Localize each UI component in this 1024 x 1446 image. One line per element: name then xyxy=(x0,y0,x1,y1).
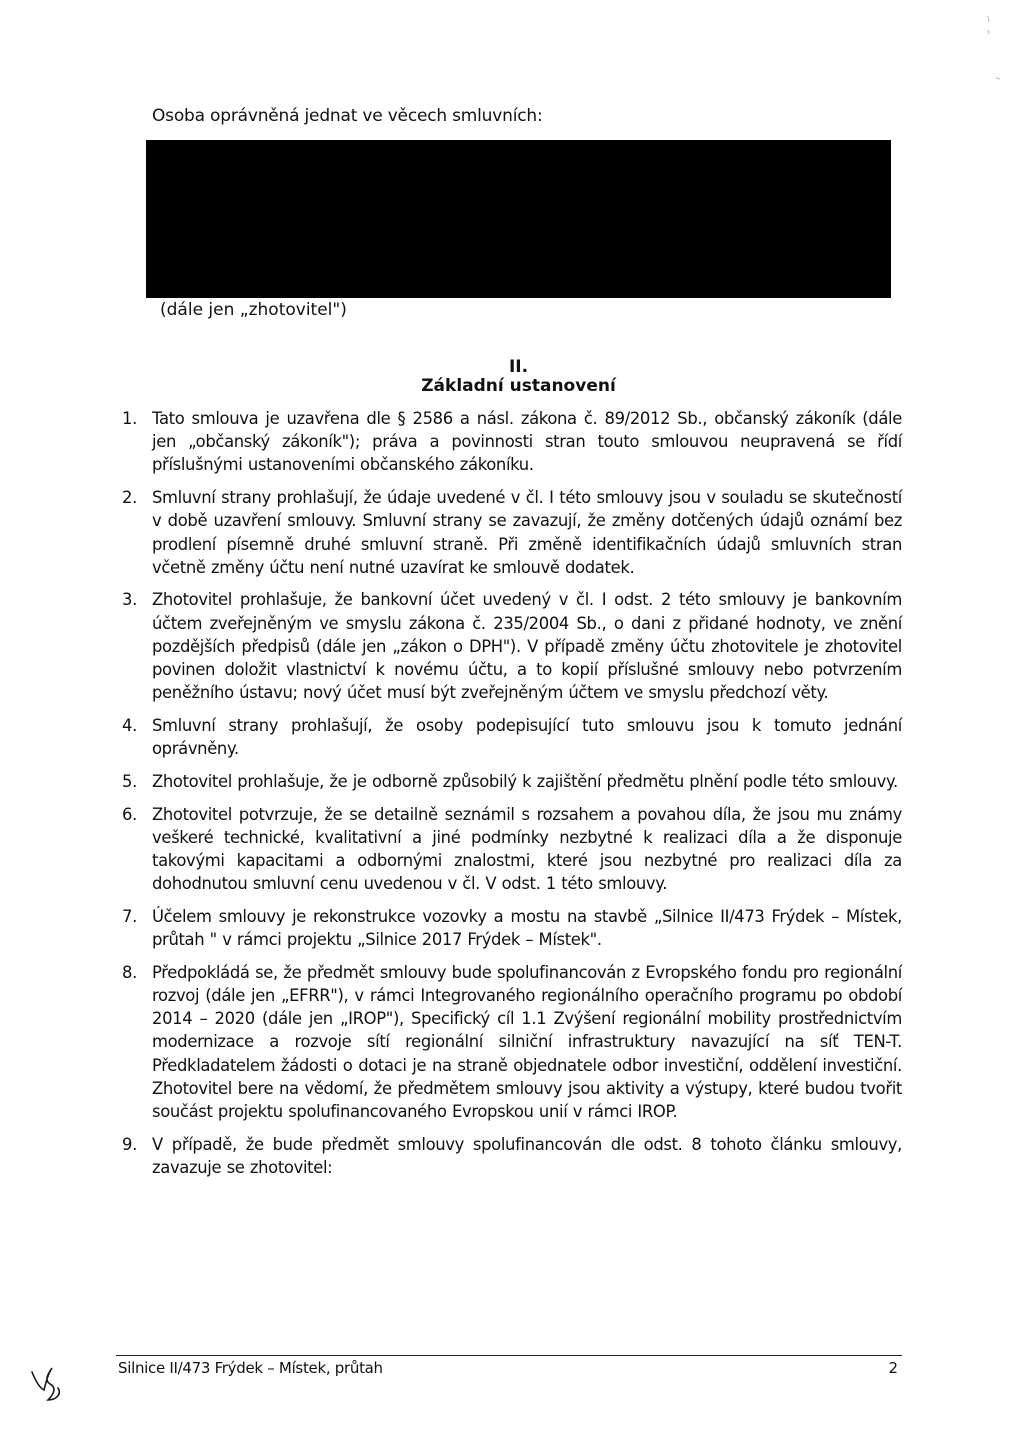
list-item xyxy=(116,961,902,1123)
item-text: Smluvní strany prohlašují, že údaje uvedené v čl. I této smlouvy jsou v souladu se skutečností v době uzavření smlouvy. Smluvní strany se zavazují, že změny dotčených údajů oznámí bez prodlení písemně druhé smluvní straně. Při změně identifikačních údajů smluvních stran včetně změny účtu není nutné uzavírat ke smlouvě dodatek. xyxy=(152,488,902,577)
list-item xyxy=(116,714,902,760)
scan-mark xyxy=(986,12,1006,96)
item-text: Zhotovitel prohlašuje, že je odborně způsobilý k zajištění předmětu plnění podle této smlouvy. xyxy=(152,771,898,791)
item-text: Zhotovitel prohlašuje, že bankovní účet uvedený v čl. I odst. 2 této smlouvy je bankovním účtem zveřejněným ve smyslu zákona č. 235/2004 Sb., o dani z přidané hodnoty, ve znění pozdějších předpisů (dále jen „zákon o DPH"). V případě změny účtu zhotovitele je zhotovitel povinen doložit vlastnictví k novému účtu, a to kopií příslušné smlouvy nebo potvrzením peněžního ústavu; nový účet musí být zveřejněným účtem ve smyslu předchozí věty. xyxy=(152,590,902,703)
item-number: 9. xyxy=(122,1134,137,1154)
provisions-list xyxy=(116,407,902,1189)
list-item xyxy=(116,905,902,951)
item-number: 2. xyxy=(122,488,137,508)
item-text: V případě, že bude předmět smlouvy spolufinancován dle odst. 8 tohoto článku smlouvy, zavazuje se zhotovitel: xyxy=(152,1134,902,1177)
item-text: Předpokládá se, že předmět smlouvy bude spolufinancován z Evropského fondu pro regionální rozvoj (dále jen „EFRR"), v rámci Integrovaného regionálního operačního programu po období 2014 – 2020 (dále jen „IROP"), Specifický cíl 1.1 Zvýšení regionální mobility prostřednictvím modernizace a rozvoje sítí regionální silniční infrastruktury navazující na síť TEN-T. Předkladatelem žádosti o dotaci je na straně objednatele odbor investiční, oddělení investiční. Zhotovitel bere na vědomí, že předmětem smlouvy jsou aktivity a výstupy, které budou tvořit součást projektu spolufinancovaného Evropskou unií v rámci IROP. xyxy=(152,962,902,1121)
item-number: 7. xyxy=(122,906,137,926)
redaction-block xyxy=(146,140,891,298)
item-number: 1. xyxy=(122,409,137,428)
section-number: II. xyxy=(508,357,529,377)
list-item xyxy=(116,803,902,896)
section-title: Základní ustanovení xyxy=(421,376,616,396)
authorized-person-label: Osoba oprávněná jednat ve věcech smluvních: xyxy=(152,106,543,126)
item-text: Tato smlouva je uzavřena dle § 2586 a násl. zákona č. 89/2012 Sb., občanský zákoník (dále jen „občanský zákoník"); práva a povinnosti stran touto smlouvou neupravená se řídí příslušnými ustanoveními občanského zákoníku. xyxy=(152,409,902,475)
list-item xyxy=(116,588,902,704)
contractor-designation: (dále jen „zhotovitel") xyxy=(160,300,347,320)
item-text: Smluvní strany prohlašují, že osoby podepisující tuto smlouvu jsou k tomuto jednání oprávněny. xyxy=(152,715,902,759)
list-item xyxy=(116,407,902,477)
item-text: Zhotovitel potvrzuje, že se detailně seznámil s rozsahem a povahou díla, že jsou mu známy veškeré technické, kvalitativní a jiné podmínky nezbytné k realizaci díla a že disponuje takovými kapacitami a odbornými znalostmi, které jsou nezbytné pro realizaci díla za dohodnutou smluvní cenu uvedenou v čl. V odst. 1 této smlouvy. xyxy=(152,804,902,894)
handwritten-initials xyxy=(28,1360,78,1414)
item-text: Účelem smlouvy je rekonstrukce vozovky a mostu na stavbě „Silnice II/473 Frýdek – Místek, průtah " v rámci projektu „Silnice 2017 Frýdek – Místek". xyxy=(152,906,902,950)
item-number: 6. xyxy=(122,804,137,824)
item-number: 3. xyxy=(122,590,137,610)
list-item xyxy=(116,486,902,579)
list-item xyxy=(116,770,902,793)
footer-rule xyxy=(116,1355,902,1356)
page-number: 2 xyxy=(888,1359,898,1377)
item-number: 5. xyxy=(122,771,137,791)
item-number: 4. xyxy=(122,715,137,735)
list-item xyxy=(116,1133,902,1179)
footer-title: Silnice II/473 Frýdek – Místek, průtah xyxy=(118,1359,383,1377)
item-number: 8. xyxy=(122,962,137,982)
